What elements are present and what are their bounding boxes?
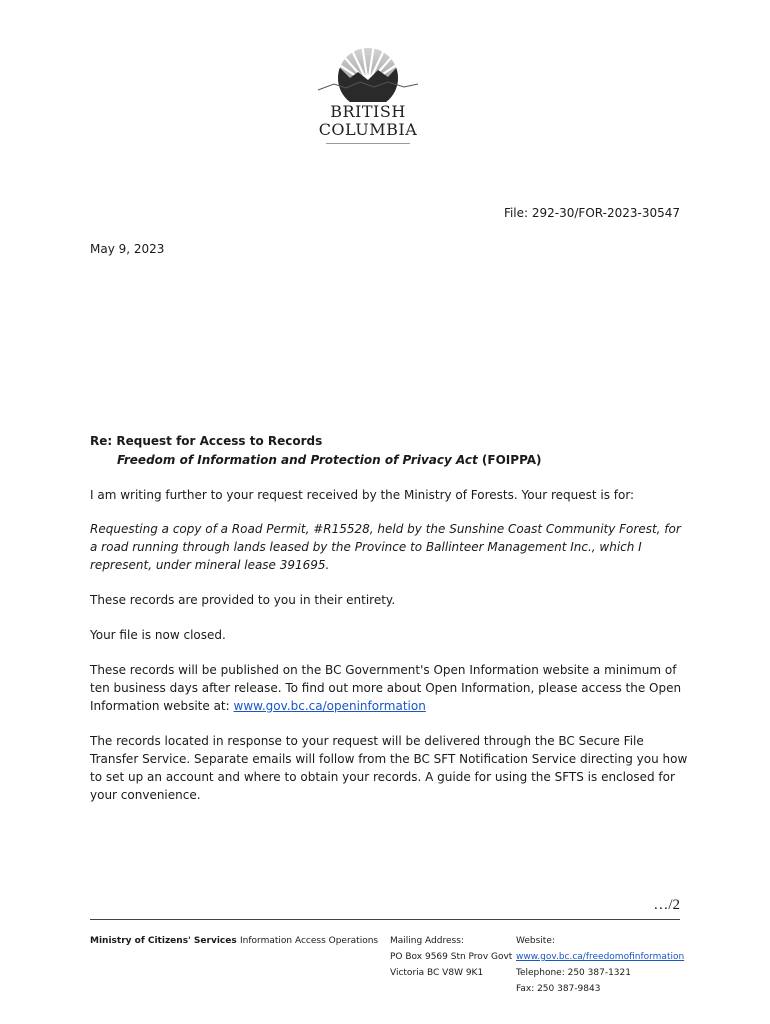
page-number: …/2 — [653, 897, 680, 913]
open-information-link[interactable]: www.gov.bc.ca/openinformation — [233, 699, 426, 713]
paragraph-intro: I am writing further to your request received by the Ministry of Forests. Your request is for: — [90, 488, 635, 502]
act-abbreviation: (FOIPPA) — [477, 453, 542, 467]
letter-date: May 9, 2023 — [90, 242, 165, 256]
subject-line: Re: Request for Access to Records — [90, 434, 323, 448]
paragraph-open-information — [90, 661, 690, 715]
footer-divider — [90, 919, 680, 920]
mailing-label: Mailing Address: — [390, 936, 464, 946]
footer-mailing-address — [390, 933, 512, 981]
bc-sunset-mountains-icon — [312, 44, 424, 102]
act-name: Freedom of Information and Protection of Privacy Act — [117, 453, 478, 467]
bc-government-logo — [312, 44, 424, 148]
open-information-text: These records will be published on the BC Government's Open Information website a minimum of ten business days after release. To find out more about Open Information, please access the Open Information website at: — [90, 663, 682, 713]
paragraph-entirety: These records are provided to you in their entirety. — [90, 593, 396, 607]
subject-act — [117, 451, 542, 469]
paragraph-sfts: The records located in response to your request will be delivered through the BC Secure File Transfer Service. Separate emails will follow from the BC SFT Notification Service directing you how to set up an account and where to obtain your records. A guide for using the SFTS is enclosed for your convenience. — [90, 734, 688, 802]
file-reference: File: 292-30/FOR-2023-30547 — [503, 206, 680, 220]
paragraph-file-closed: Your file is now closed. — [90, 628, 226, 642]
footer-ministry: Ministry of Citizens' Services — [90, 936, 237, 946]
mailing-line1: PO Box 9569 Stn Prov Govt — [390, 952, 513, 962]
website-label: Website: — [516, 936, 555, 946]
footer-branch: Information Access Operations — [240, 936, 379, 946]
logo-divider — [326, 143, 410, 144]
website-link[interactable]: www.gov.bc.ca/freedomofinformation — [516, 952, 685, 962]
logo-text-british: BRITISH — [330, 102, 406, 121]
fax: Fax: 250 387-9843 — [516, 984, 601, 994]
mailing-line2: Victoria BC V8W 9K1 — [390, 968, 484, 978]
telephone: Telephone: 250 387-1321 — [516, 968, 631, 978]
logo-text-columbia: COLUMBIA — [318, 120, 418, 139]
footer-website — [516, 933, 684, 997]
paragraph-request-text: Requesting a copy of a Road Permit, #R15528, held by the Sunshine Coast Community Forest, for a road running through lands leased by the Province to Ballinteer Management Inc., which I represent, under mineral lease 391695. — [90, 522, 681, 572]
